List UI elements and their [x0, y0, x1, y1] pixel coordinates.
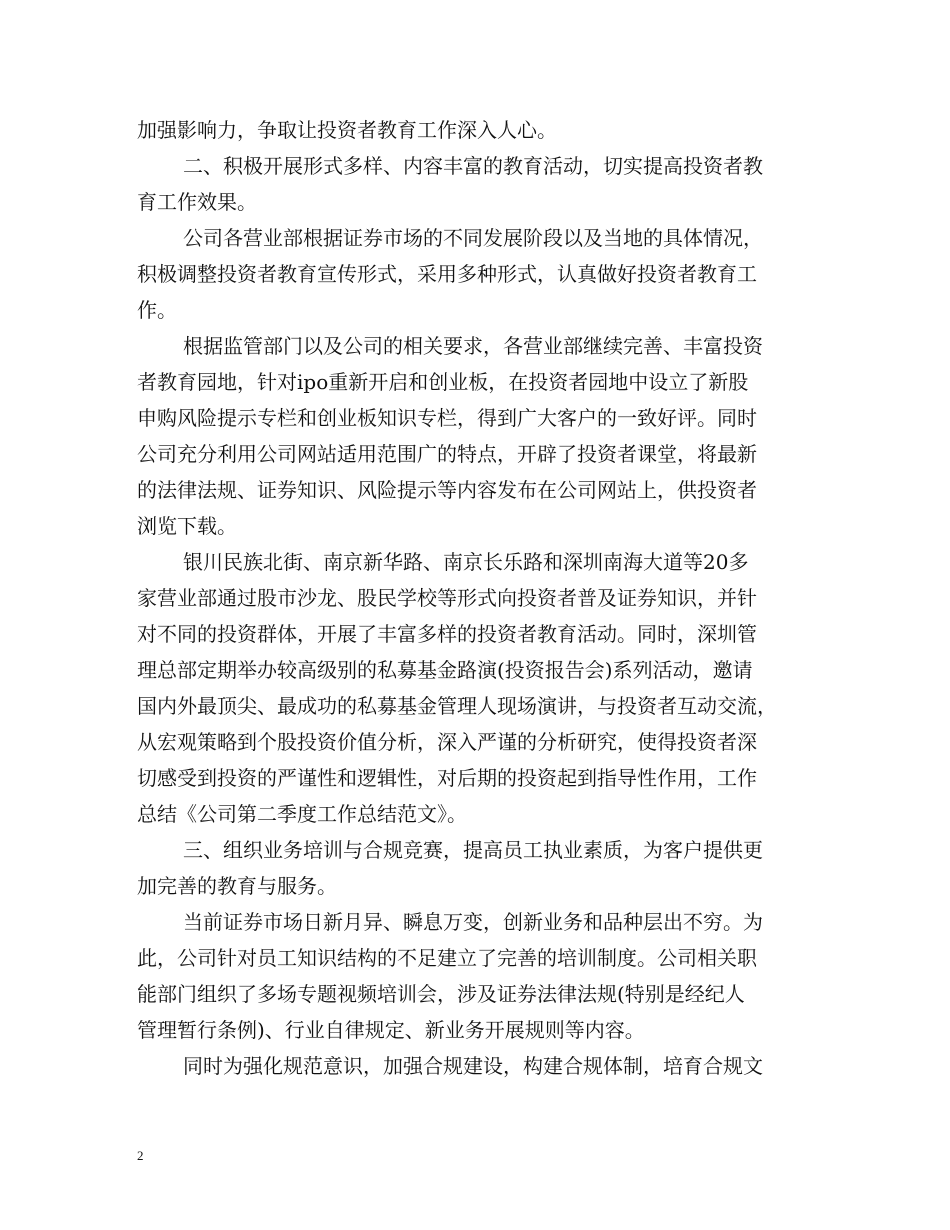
text-line: 的法律法规、证券知识、风险提示等内容发布在公司网站上，供投资者: [137, 478, 757, 502]
text-line: 公司充分利用公司网站适用范围广的特点，开辟了投资者课堂，将最新: [137, 442, 757, 466]
text-line: 浏览下载。: [137, 514, 237, 538]
text-line: 同时为强化规范意识，加强合规建设，构建合规体制，培育合规文: [183, 1054, 763, 1078]
text-line: 加强影响力，争取让投资者教育工作深入人心。: [137, 118, 557, 142]
text-line: 家营业部通过股市沙龙、股民学校等形式向投资者普及证券知识，并针: [137, 586, 757, 610]
text-line: 此，公司针对员工知识结构的不足建立了完善的培训制度。公司相关职: [137, 946, 757, 970]
text-line: 从宏观策略到个股投资价值分析，深入严谨的分析研究，使得投资者深: [137, 730, 757, 754]
section-heading-line: 二、积极开展形式多样、内容丰富的教育活动，切实提高投资者教: [183, 154, 763, 178]
section-heading-line: 加完善的教育与服务。: [137, 874, 337, 898]
text-line: 积极调整投资者教育宣传形式，采用多种形式，认真做好投资者教育工: [137, 262, 757, 286]
text-line: 者教育园地，针对ipo重新开启和创业板，在投资者园地中设立了新股: [137, 370, 749, 394]
text-line: 能部门组织了多场专题视频培训会，涉及证券法律法规(特别是经纪人: [137, 982, 745, 1006]
page-number: 2: [137, 1148, 144, 1163]
section-heading-line: 育工作效果。: [137, 190, 257, 214]
text-line: 当前证券市场日新月异、瞬息万变，创新业务和品种层出不穷。为: [183, 910, 763, 934]
section-heading-line: 三、组织业务培训与合规竞赛，提高员工执业素质，为客户提供更: [183, 838, 763, 862]
text-line: 公司各营业部根据证券市场的不同发展阶段以及当地的具体情况，: [183, 226, 763, 250]
text-line: 切感受到投资的严谨性和逻辑性，对后期的投资起到指导性作用，工作: [137, 766, 757, 790]
text-line: 理总部定期举办较高级别的私募基金路演(投资报告会)系列活动，邀请: [137, 658, 753, 682]
text-line: 根据监管部门以及公司的相关要求，各营业部继续完善、丰富投资: [183, 334, 763, 358]
text-line: 银川民族北街、南京新华路、南京长乐路和深圳南海大道等20多: [183, 550, 749, 574]
text-line: 申购风险提示专栏和创业板知识专栏，得到广大客户的一致好评。同时: [137, 406, 757, 430]
text-line: 对不同的投资群体，开展了丰富多样的投资者教育活动。同时，深圳管: [137, 622, 757, 646]
text-line: 管理暂行条例)、行业自律规定、新业务开展规则等内容。: [137, 1018, 645, 1042]
text-line: 作。: [137, 298, 177, 322]
text-line: 国内外最顶尖、最成功的私募基金管理人现场演讲，与投资者互动交流，: [137, 694, 777, 718]
text-line: 总结《公司第二季度工作总结范文》。: [137, 802, 467, 826]
